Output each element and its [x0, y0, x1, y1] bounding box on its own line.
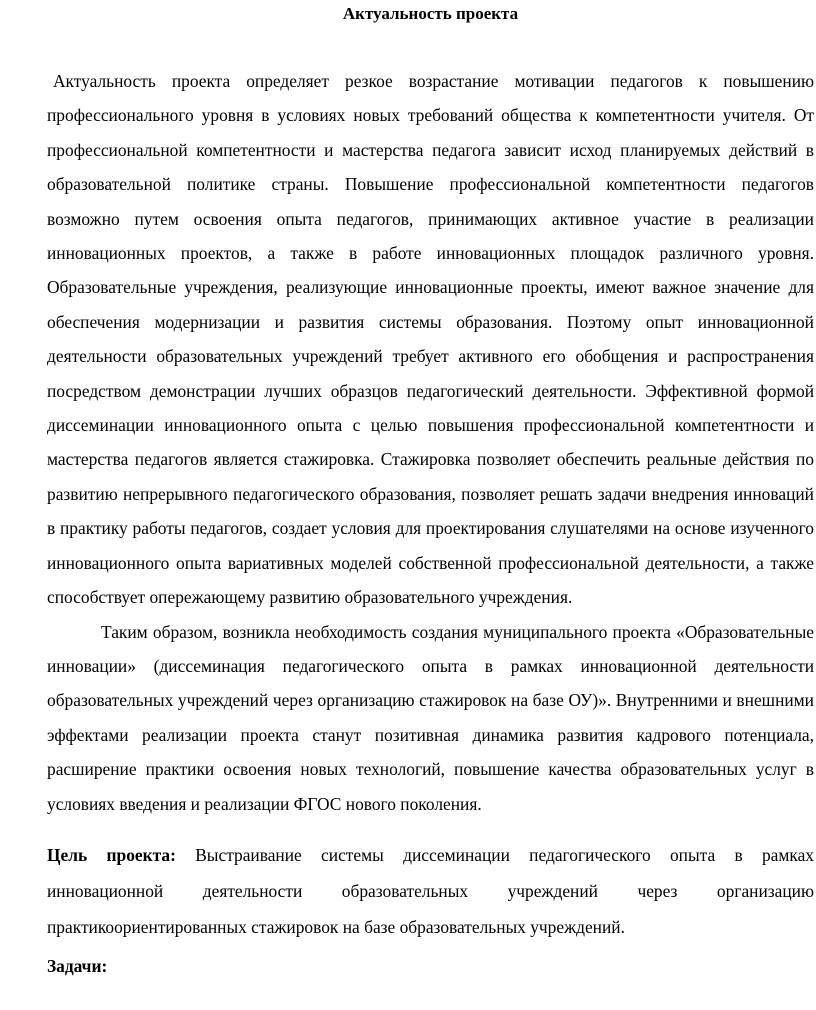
project-goal [47, 837, 814, 945]
document-page [47, 0, 814, 983]
paragraph-relevance: Актуальность проекта определяет резкое возрастание мотивации педагогов к повышению профессионального уровня в условиях новых требований общества к компетентности учителя. От профессиональной компетентности и мастерства педагога зависит исход планируемых действий в образовательной политике страны. Повышение профессиональной компетентности педагогов возможно путем освоения опыта педагогов, принимающих активное участие в реализации инновационных проектов, а также в работе инновационных площадок различного уровня. Образовательные учреждения, реализующие инновационные проекты, имеют важное значение для обеспечения модернизации и развития системы образования. Поэтому опыт инновационной деятельности образовательных учреждений требует активного его обобщения и распространения посредством демонстрации лучших образцов педагогический деятельности. Эффективной формой диссеминации инновационного опыта с целью повышения профессиональной компетентности и мастерства педагогов является стажировка. Стажировка позволяет обеспечить реальные действия по развитию непрерывного педагогического образования, позволяет решать задачи внедрения инноваций в практику работы педагогов, создает условия для проектирования слушателями на основе изученного инновационного опыта вариативных моделей собственной профессиональной деятельности, а также способствует опережающему развитию образовательного учреждения. [47, 71, 814, 608]
goal-text: Выстраивание системы диссеминации педагогического опыта в рамках инновационной деятельности образовательных учреждений через организацию практикоориентированных стажировок на базе образовательных учреждений. [47, 844, 815, 937]
goal-label: Цель проекта: [47, 844, 176, 865]
paragraph-conclusion: Таким образом, возникла необходимость создания муниципального проекта «Образовательные инновации» (диссеминация педагогического опыта в рамках инновационной деятельности образовательных учреждений через организацию стажировок на базе ОУ)». Внутренними и внешними эффектами реализации проекта станут позитивная динамика развития кадрового потенциала, расширение практики освоения новых технологий, повышение качества образовательных услуг в условиях введения и реализации ФГОС нового поколения. [47, 621, 814, 814]
document-title: Актуальность проекта [342, 4, 519, 23]
tasks-heading: Задачи: [47, 955, 108, 976]
